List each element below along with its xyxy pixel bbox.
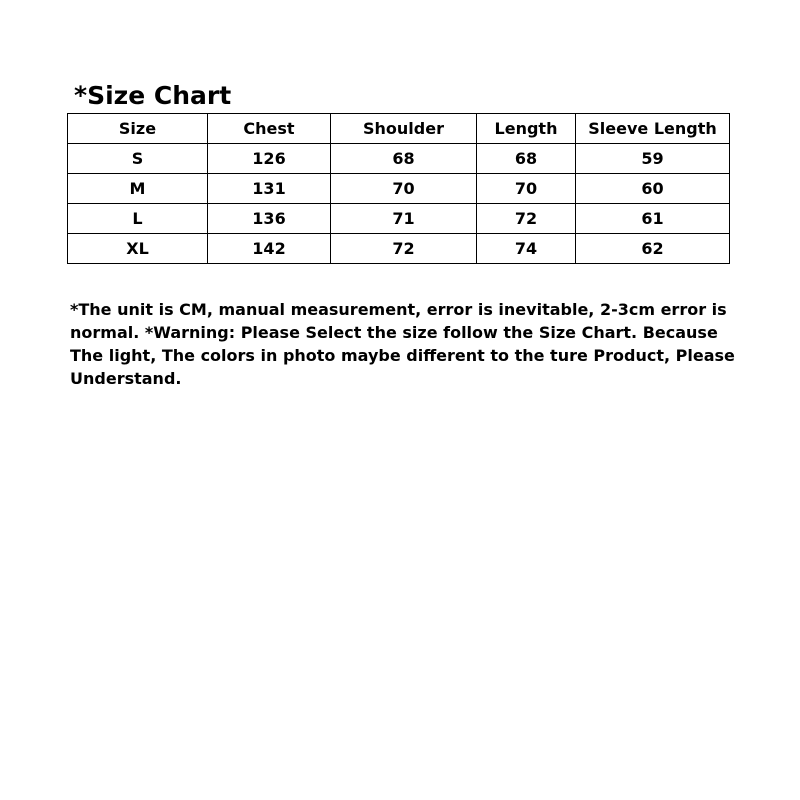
table-row (68, 144, 730, 174)
cell-size: L (68, 204, 208, 234)
cell-size: S (68, 144, 208, 174)
cell-length: 74 (477, 234, 576, 264)
cell-sleeve-length: 59 (576, 144, 730, 174)
cell-shoulder: 71 (331, 204, 477, 234)
cell-sleeve-length: 61 (576, 204, 730, 234)
cell-sleeve-length: 60 (576, 174, 730, 204)
cell-chest: 126 (208, 144, 331, 174)
header-chest: Chest (208, 114, 331, 144)
cell-sleeve-length: 62 (576, 234, 730, 264)
cell-size: M (68, 174, 208, 204)
table-row (68, 234, 730, 264)
measurement-note: *The unit is CM, manual measurement, error is inevitable, 2-3cm error is normal. *Warning: Please Select the size follow the Size Chart. Because The light, The colors in photo maybe different to the ture Product, Please Understand. (70, 300, 735, 388)
table-header-row (68, 114, 730, 144)
size-chart-table (67, 113, 730, 264)
cell-length: 70 (477, 174, 576, 204)
size-chart-title: *Size Chart (74, 81, 232, 110)
cell-chest: 142 (208, 234, 331, 264)
header-shoulder: Shoulder (331, 114, 477, 144)
header-size: Size (68, 114, 208, 144)
cell-length: 68 (477, 144, 576, 174)
table-row (68, 204, 730, 234)
cell-shoulder: 68 (331, 144, 477, 174)
cell-length: 72 (477, 204, 576, 234)
cell-chest: 136 (208, 204, 331, 234)
cell-shoulder: 70 (331, 174, 477, 204)
cell-shoulder: 72 (331, 234, 477, 264)
table-row (68, 174, 730, 204)
header-length: Length (477, 114, 576, 144)
cell-chest: 131 (208, 174, 331, 204)
header-sleeve-length: Sleeve Length (576, 114, 730, 144)
cell-size: XL (68, 234, 208, 264)
